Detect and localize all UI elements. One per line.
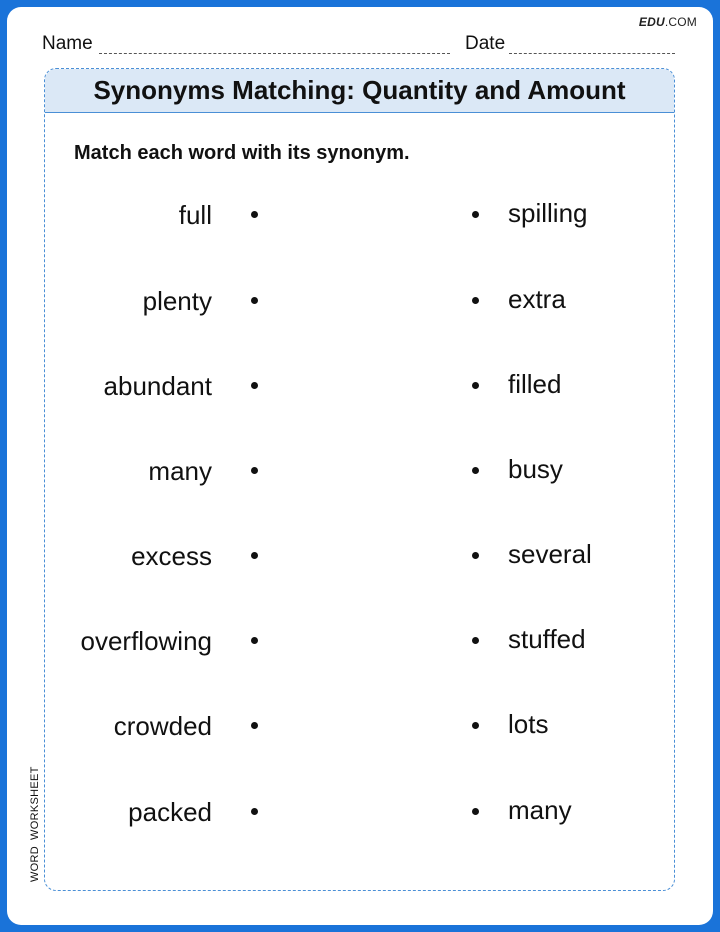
left-word: abundant [103,371,212,401]
left-word: plenty [142,286,212,316]
right-word: extra [508,284,566,314]
side-label-word: WORD [29,845,41,882]
right-word: several [508,539,592,569]
date-label: Date [465,33,506,54]
right-bullet[interactable] [472,467,479,474]
worksheet-page [7,7,713,925]
left-word: overflowing [80,626,212,656]
right-bullet[interactable] [472,722,479,729]
right-bullet[interactable] [472,382,479,389]
left-bullet[interactable] [251,722,258,729]
left-word: excess [131,541,212,571]
right-bullet[interactable] [472,637,479,644]
exercise-box [44,68,675,891]
right-word: many [508,795,572,825]
match-row [45,280,674,320]
instruction-text: Match each word with its synonym. [74,142,410,164]
match-row [45,194,674,234]
left-bullet[interactable] [251,297,258,304]
left-word: many [148,456,212,486]
brand-logo [639,15,697,29]
side-label-word: WORKSHEET [29,766,41,840]
left-word: packed [128,797,212,827]
side-label [29,766,41,882]
right-word: stuffed [508,624,586,654]
left-word: crowded [113,711,212,741]
right-bullet[interactable] [472,297,479,304]
match-row [45,620,674,660]
left-bullet[interactable] [251,808,258,815]
left-bullet[interactable] [251,552,258,559]
right-word: filled [508,369,562,399]
right-bullet[interactable] [472,552,479,559]
brand-suffix: .COM [664,15,697,29]
right-bullet[interactable] [472,808,479,815]
name-line[interactable] [99,53,450,54]
brand-prefix: EDU [638,15,665,29]
date-line[interactable] [509,53,675,54]
left-bullet[interactable] [251,637,258,644]
left-word: full [178,200,212,230]
left-bullet[interactable] [251,467,258,474]
right-word: busy [508,454,563,484]
match-row [45,450,674,490]
match-row [45,365,674,405]
match-row [45,705,674,745]
left-bullet[interactable] [251,382,258,389]
match-row [45,791,674,831]
worksheet-title: Synonyms Matching: Quantity and Amount [45,69,674,113]
match-row [45,535,674,575]
name-label: Name [42,33,93,54]
right-word: spilling [508,198,588,228]
right-bullet[interactable] [472,211,479,218]
right-word: lots [508,709,549,739]
left-bullet[interactable] [251,211,258,218]
